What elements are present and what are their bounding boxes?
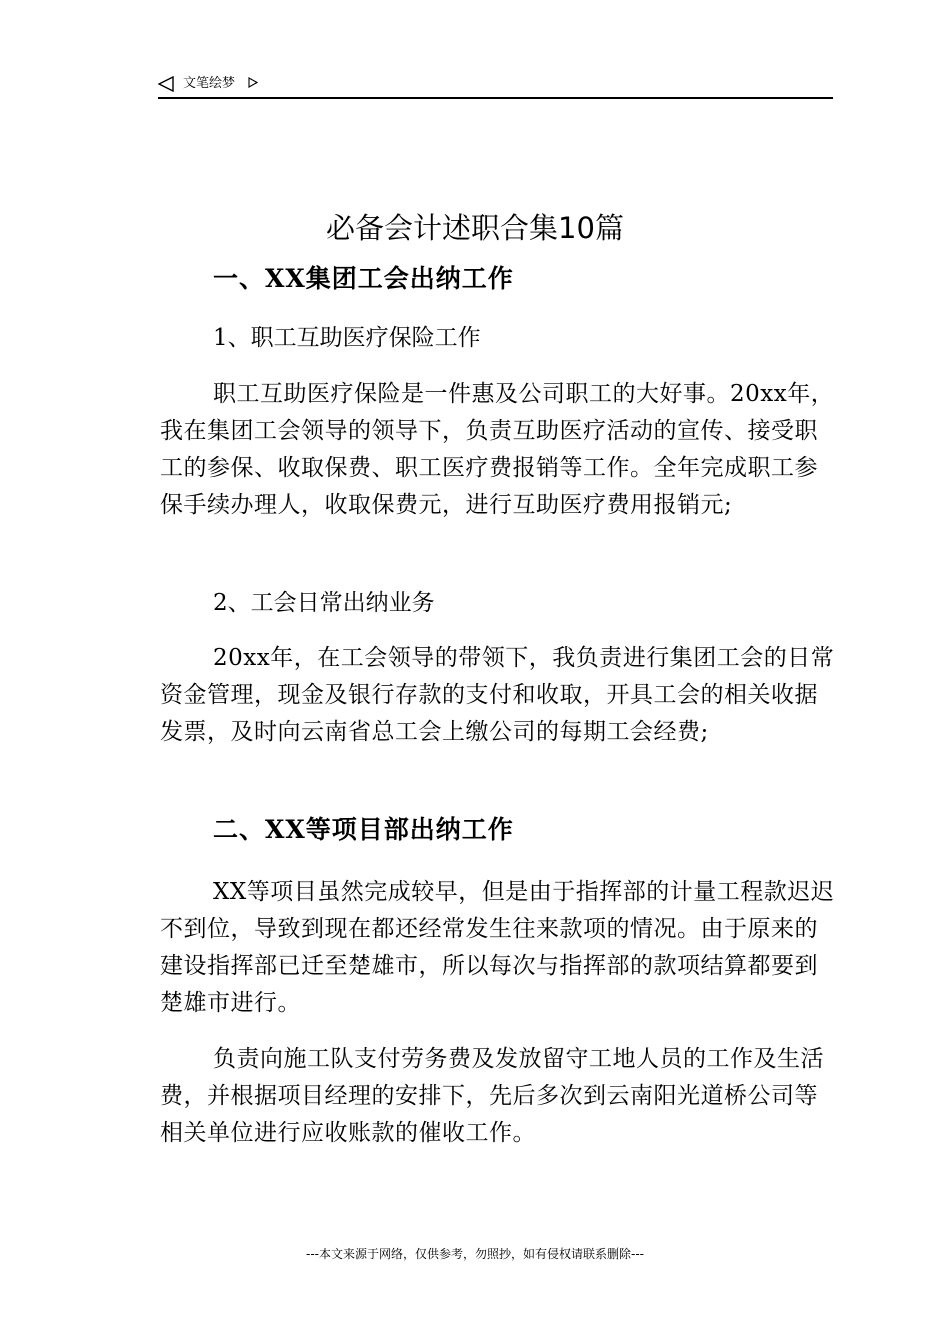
- document-title: 必备会计述职合集10篇: [326, 211, 624, 245]
- triangle-left-icon: [158, 76, 174, 92]
- footer-notice: ---本文来源于网络，仅供参考，勿照抄，如有侵权请联系删除---: [306, 1247, 644, 1261]
- paragraph: 负责向施工队支付劳务费及发放留守工地人员的工作及生活费，并根据项目经理的安排下，先后多次到云南阳光道桥公司等相关单位进行应收账款的催收工作。: [160, 1046, 824, 1146]
- paragraph: 20xx年，在工会领导的带领下，我负责进行集团工会的日常资金管理，现金及银行存款的支付和收取，开具工会的相关收据发票，及时向云南省总工会上缴公司的每期工会经费;: [160, 645, 835, 745]
- subsection-heading-2: 2、工会日常出纳业务: [213, 590, 435, 616]
- paragraph: 职工互助医疗保险是一件惠及公司职工的大好事。20xx年，我在集团工会领导的领导下，负责互助医疗活动的宣传、接受职工的参保、收取保费、职工医疗费报销等工作。全年完成职工参保手续办理人，收取保费元，进行互助医疗费用报销元;: [160, 381, 835, 518]
- section-heading-1: 一、XX集团工会出纳工作: [213, 264, 514, 293]
- subsection-heading-1: 1、职工互助医疗保险工作: [213, 325, 481, 351]
- paragraph: XX等项目虽然完成较早，但是由于指挥部的计量工程款迟迟不到位，导致到现在都还经常发生往来款项的情况。由于原来的建设指挥部已迁至楚雄市，所以每次与指挥部的款项结算都要到楚雄市进行。: [160, 879, 835, 1016]
- triangle-right-icon: [248, 77, 258, 88]
- section-heading-2: 二、XX等项目部出纳工作: [213, 815, 514, 844]
- page-header: [158, 72, 833, 98]
- header-divider: [158, 97, 833, 99]
- header-brand: 文笔绘梦: [183, 76, 236, 91]
